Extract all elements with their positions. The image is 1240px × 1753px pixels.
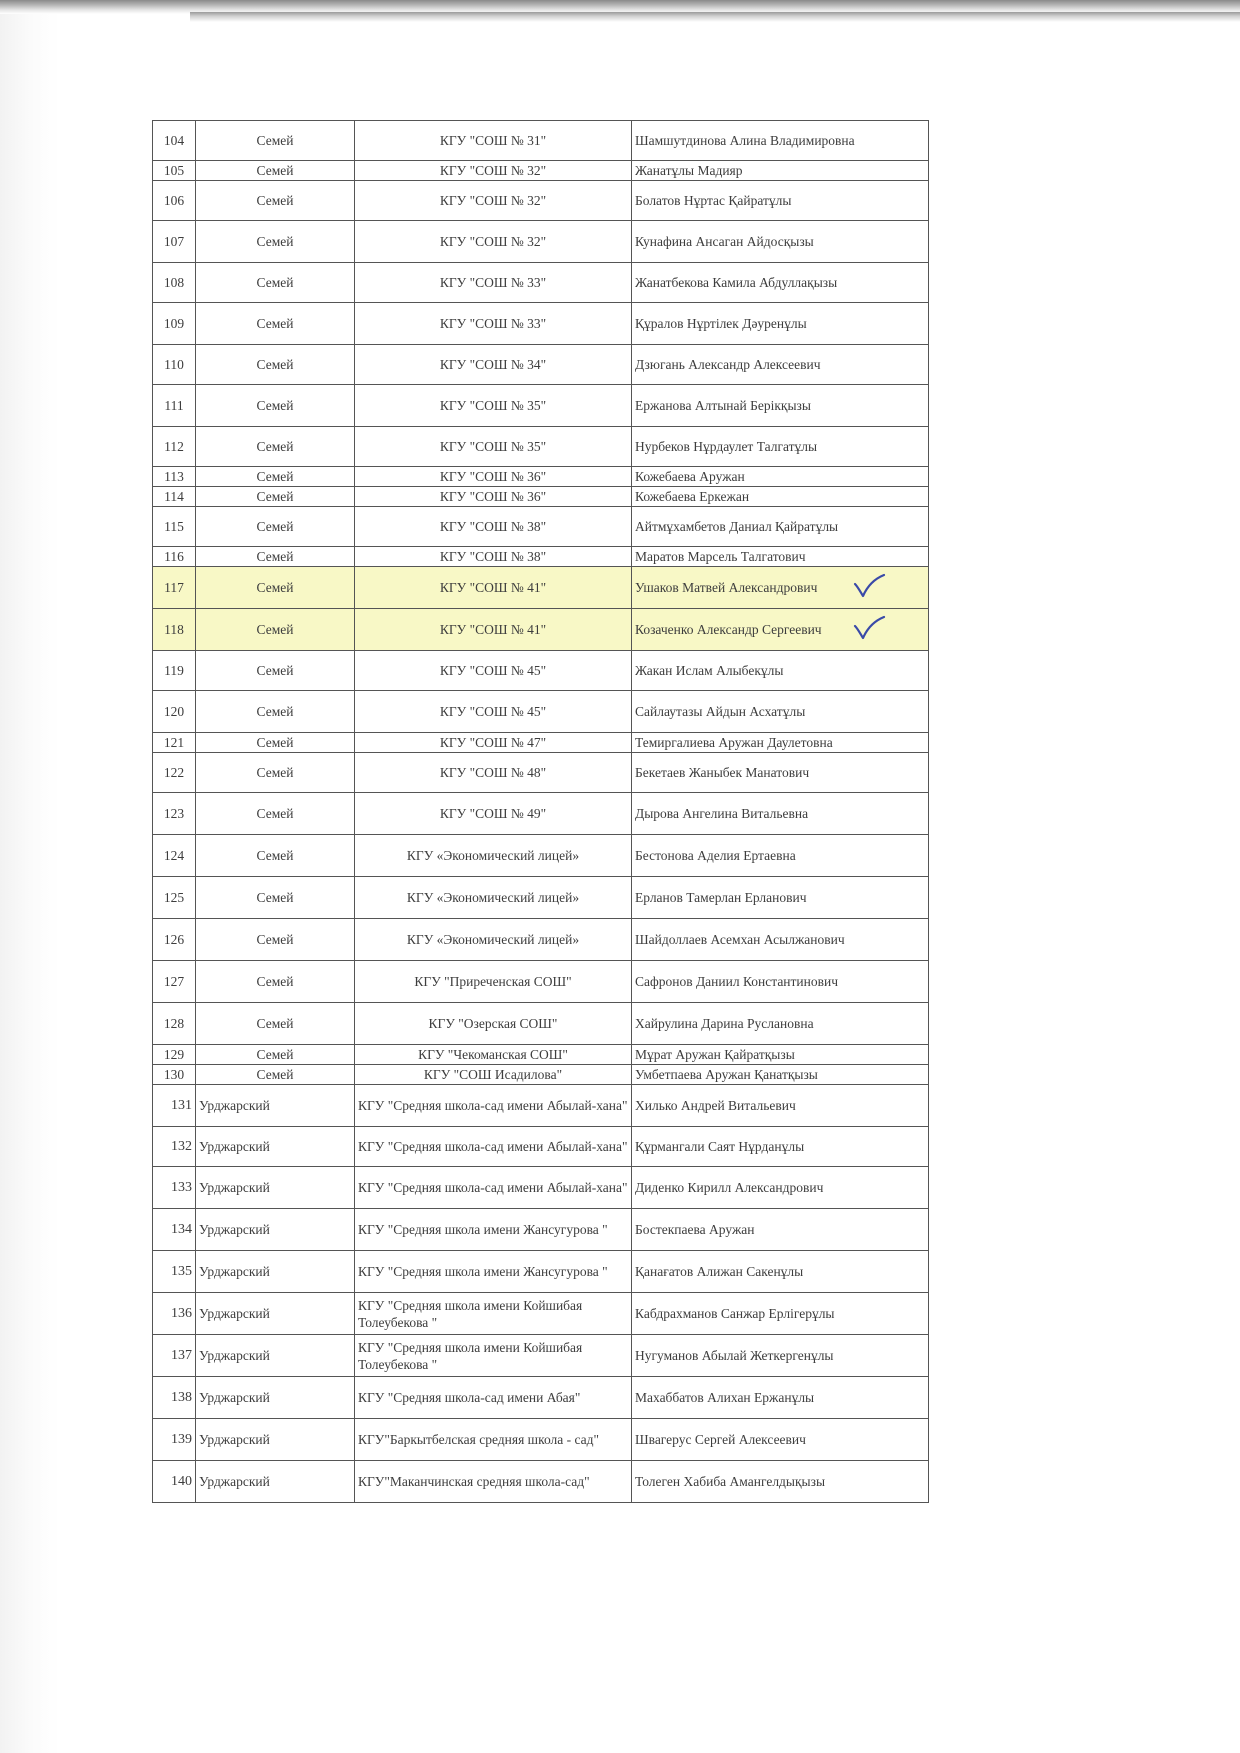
row-school: КГУ "Средняя школа-сад имени Абая" <box>355 1377 632 1419</box>
row-city: Семей <box>196 793 355 835</box>
row-school: КГУ "СОШ Исадилова" <box>355 1065 632 1085</box>
row-city: Урджарский <box>196 1209 355 1251</box>
row-school: КГУ "Средняя школа имени Койшибая Толеубекова " <box>355 1335 632 1377</box>
table-row <box>153 427 929 467</box>
row-city: Семей <box>196 961 355 1003</box>
row-number: 116 <box>153 547 196 567</box>
row-city: Семей <box>196 733 355 753</box>
row-school: КГУ "СОШ № 41" <box>355 567 632 609</box>
row-participant <box>632 1003 929 1045</box>
handwritten-checkmark-icon <box>852 571 886 599</box>
table-row <box>153 121 929 161</box>
row-city: Урджарский <box>196 1335 355 1377</box>
row-participant <box>632 221 929 263</box>
participant-name: Шайдоллаев Асемхан Асылжанович <box>635 932 845 947</box>
row-school: КГУ "Средняя школа имени Жансугурова " <box>355 1209 632 1251</box>
handwritten-checkmark-icon <box>852 613 886 641</box>
row-participant <box>632 1127 929 1167</box>
row-number: 112 <box>153 427 196 467</box>
row-number: 118 <box>153 609 196 651</box>
participant-name: Темиргалиева Аружан Даулетовна <box>635 735 833 750</box>
row-school: КГУ "Приреченская СОШ" <box>355 961 632 1003</box>
row-city: Семей <box>196 547 355 567</box>
row-city: Семей <box>196 1003 355 1045</box>
row-school: КГУ "Средняя школа имени Койшибая Толеубекова " <box>355 1293 632 1335</box>
row-number: 104 <box>153 121 196 161</box>
row-school: КГУ "СОШ № 47" <box>355 733 632 753</box>
row-school: КГУ "СОШ № 32" <box>355 181 632 221</box>
row-school: КГУ"Баркытбелская средняя школа - сад" <box>355 1419 632 1461</box>
row-participant <box>632 161 929 181</box>
row-number: 107 <box>153 221 196 263</box>
participant-name: Ушаков Матвей Александрович <box>635 580 818 595</box>
participant-name: Дзюгань Александр Алексеевич <box>635 357 821 372</box>
participant-name: Айтмұхамбетов Даниал Қайратұлы <box>635 519 839 534</box>
row-school: КГУ "СОШ № 38" <box>355 507 632 547</box>
row-participant <box>632 793 929 835</box>
table-row <box>153 1065 929 1085</box>
row-participant <box>632 1065 929 1085</box>
table-row <box>153 651 929 691</box>
row-number: 115 <box>153 507 196 547</box>
table-row <box>153 547 929 567</box>
row-number: 123 <box>153 793 196 835</box>
row-city: Урджарский <box>196 1377 355 1419</box>
row-school: КГУ "СОШ № 49" <box>355 793 632 835</box>
row-city: Урджарский <box>196 1419 355 1461</box>
participant-name: Хайрулина Дарина Руслановна <box>635 1016 814 1031</box>
row-participant <box>632 487 929 507</box>
row-city: Семей <box>196 609 355 651</box>
row-school: КГУ "СОШ № 35" <box>355 385 632 427</box>
row-number: 105 <box>153 161 196 181</box>
table-row <box>153 733 929 753</box>
table-row <box>153 877 929 919</box>
row-participant <box>632 1209 929 1251</box>
table-row <box>153 961 929 1003</box>
row-number: 129 <box>153 1045 196 1065</box>
row-participant <box>632 1293 929 1335</box>
row-participant <box>632 1335 929 1377</box>
table-row <box>153 487 929 507</box>
participant-name: Құралов Нұртілек Дәуренұлы <box>635 316 807 331</box>
scan-shadow-left <box>0 0 60 1753</box>
table-row <box>153 609 929 651</box>
row-city: Семей <box>196 263 355 303</box>
row-participant <box>632 507 929 547</box>
row-number: 127 <box>153 961 196 1003</box>
row-school: КГУ "СОШ № 45" <box>355 651 632 691</box>
row-city: Урджарский <box>196 1085 355 1127</box>
row-number: 113 <box>153 467 196 487</box>
table-row <box>153 691 929 733</box>
table-row <box>153 161 929 181</box>
row-city: Семей <box>196 221 355 263</box>
row-city: Семей <box>196 567 355 609</box>
row-number: 135 <box>153 1251 196 1293</box>
participant-name: Швагерус Сергей Алексеевич <box>635 1432 806 1447</box>
row-participant <box>632 567 929 609</box>
table-row <box>153 345 929 385</box>
participant-name: Жанатбекова Камила Абдуллақызы <box>635 275 838 290</box>
row-city: Урджарский <box>196 1293 355 1335</box>
row-number: 108 <box>153 263 196 303</box>
table-row <box>153 221 929 263</box>
participant-name: Кожебаева Аружан <box>635 469 745 484</box>
row-number: 106 <box>153 181 196 221</box>
row-school: КГУ "СОШ № 32" <box>355 221 632 263</box>
row-participant <box>632 1419 929 1461</box>
participant-name: Кабдрахманов Санжар Ерлігерұлы <box>635 1306 835 1321</box>
row-school: КГУ "СОШ № 35" <box>355 427 632 467</box>
row-participant <box>632 1167 929 1209</box>
row-city: Семей <box>196 691 355 733</box>
row-participant <box>632 691 929 733</box>
row-school: КГУ "Чекоманская СОШ" <box>355 1045 632 1065</box>
row-number: 132 <box>153 1127 196 1167</box>
row-number: 131 <box>153 1085 196 1127</box>
row-city: Семей <box>196 181 355 221</box>
row-participant <box>632 753 929 793</box>
table-row <box>153 181 929 221</box>
row-number: 121 <box>153 733 196 753</box>
row-city: Урджарский <box>196 1167 355 1209</box>
row-school: КГУ "СОШ № 36" <box>355 467 632 487</box>
row-participant <box>632 263 929 303</box>
row-school: КГУ "СОШ № 34" <box>355 345 632 385</box>
row-city: Семей <box>196 651 355 691</box>
row-number: 110 <box>153 345 196 385</box>
table-row <box>153 1293 929 1335</box>
row-school: КГУ "СОШ № 38" <box>355 547 632 567</box>
participant-name: Шамшутдинова Алина Владимировна <box>635 133 855 148</box>
table-row <box>153 793 929 835</box>
row-school: КГУ "Средняя школа имени Жансугурова " <box>355 1251 632 1293</box>
table-row <box>153 1335 929 1377</box>
table-row <box>153 1085 929 1127</box>
row-participant <box>632 1085 929 1127</box>
table-row <box>153 835 929 877</box>
table-row <box>153 1419 929 1461</box>
row-participant <box>632 919 929 961</box>
participant-name: Кунафина Ансаган Айдосқызы <box>635 234 814 249</box>
participant-name: Диденко Кирилл Александрович <box>635 1180 824 1195</box>
row-number: 125 <box>153 877 196 919</box>
table-row <box>153 1461 929 1503</box>
row-school: КГУ "СОШ № 36" <box>355 487 632 507</box>
table-row <box>153 1167 929 1209</box>
row-number: 126 <box>153 919 196 961</box>
participant-name: Маратов Марсель Талгатович <box>635 549 806 564</box>
row-number: 136 <box>153 1293 196 1335</box>
row-number: 138 <box>153 1377 196 1419</box>
row-participant <box>632 181 929 221</box>
row-participant <box>632 385 929 427</box>
row-number: 122 <box>153 753 196 793</box>
row-city: Семей <box>196 467 355 487</box>
row-city: Семей <box>196 345 355 385</box>
table-row <box>153 263 929 303</box>
row-school: КГУ "Озерская СОШ" <box>355 1003 632 1045</box>
participant-name: Қанағатов Алижан Сакенұлы <box>635 1264 804 1279</box>
row-participant <box>632 651 929 691</box>
row-participant <box>632 1251 929 1293</box>
table-row <box>153 1003 929 1045</box>
row-participant <box>632 1045 929 1065</box>
participant-name: Бекетаев Жаныбек Манатович <box>635 765 810 780</box>
participant-name: Нугуманов Абылай Жеткергенұлы <box>635 1348 834 1363</box>
scan-fold <box>190 12 1240 22</box>
participant-name: Кожебаева Еркежан <box>635 489 750 504</box>
row-city: Урджарский <box>196 1127 355 1167</box>
row-school: КГУ «Экономический лицей» <box>355 877 632 919</box>
row-city: Семей <box>196 427 355 467</box>
row-city: Семей <box>196 1045 355 1065</box>
row-city: Урджарский <box>196 1461 355 1503</box>
participant-name: Сафронов Даниил Константинович <box>635 974 839 989</box>
row-school: КГУ "СОШ № 32" <box>355 161 632 181</box>
row-number: 130 <box>153 1065 196 1085</box>
participant-name: Нурбеков Нұрдаулет Талгатұлы <box>635 439 818 454</box>
row-participant <box>632 427 929 467</box>
row-school: КГУ "СОШ № 48" <box>355 753 632 793</box>
participants-table-body <box>153 121 929 1503</box>
row-city: Урджарский <box>196 1251 355 1293</box>
row-participant <box>632 961 929 1003</box>
row-participant <box>632 1377 929 1419</box>
participant-name: Жанатұлы Мадияр <box>635 163 743 178</box>
row-number: 120 <box>153 691 196 733</box>
participant-name: Толеген Хабиба Амангелдықызы <box>635 1474 826 1489</box>
row-city: Семей <box>196 121 355 161</box>
row-city: Семей <box>196 507 355 547</box>
table-row <box>153 567 929 609</box>
table-row <box>153 1127 929 1167</box>
participant-name: Ерланов Тамерлан Ерланович <box>635 890 807 905</box>
row-number: 139 <box>153 1419 196 1461</box>
row-city: Семей <box>196 385 355 427</box>
table-row <box>153 467 929 487</box>
table-row <box>153 1251 929 1293</box>
row-number: 109 <box>153 303 196 345</box>
row-number: 119 <box>153 651 196 691</box>
row-participant <box>632 303 929 345</box>
row-participant <box>632 121 929 161</box>
participant-name: Болатов Нұртас Қайратұлы <box>635 193 792 208</box>
row-number: 140 <box>153 1461 196 1503</box>
row-school: КГУ «Экономический лицей» <box>355 919 632 961</box>
participant-name: Құрмангали Саят Нұрданұлы <box>635 1139 805 1154</box>
row-school: КГУ «Экономический лицей» <box>355 835 632 877</box>
row-participant <box>632 547 929 567</box>
row-participant <box>632 733 929 753</box>
row-city: Семей <box>196 1065 355 1085</box>
participant-name: Мұрат Аружан Қайратқызы <box>635 1047 795 1062</box>
table-row <box>153 1377 929 1419</box>
participant-name: Бестонова Аделия Ертаевна <box>635 848 796 863</box>
table-row <box>153 507 929 547</box>
participant-name: Бостекпаева Аружан <box>635 1222 755 1237</box>
row-participant <box>632 609 929 651</box>
participant-name: Хилько Андрей Витальевич <box>635 1098 796 1113</box>
row-school: КГУ "СОШ № 45" <box>355 691 632 733</box>
row-participant <box>632 835 929 877</box>
row-participant <box>632 877 929 919</box>
row-number: 124 <box>153 835 196 877</box>
table-row <box>153 1209 929 1251</box>
row-number: 111 <box>153 385 196 427</box>
row-school: КГУ"Маканчинская средняя школа-сад" <box>355 1461 632 1503</box>
row-city: Семей <box>196 161 355 181</box>
row-school: КГУ "СОШ № 33" <box>355 303 632 345</box>
row-city: Семей <box>196 877 355 919</box>
row-city: Семей <box>196 919 355 961</box>
row-school: КГУ "Средняя школа-сад имени Абылай-хана" <box>355 1167 632 1209</box>
row-school: КГУ "Средняя школа-сад имени Абылай-хана" <box>355 1085 632 1127</box>
participant-name: Козаченко Александр Сергеевич <box>635 622 822 637</box>
row-number: 133 <box>153 1167 196 1209</box>
row-participant <box>632 467 929 487</box>
row-number: 134 <box>153 1209 196 1251</box>
row-school: КГУ "СОШ № 33" <box>355 263 632 303</box>
row-participant <box>632 345 929 385</box>
participant-name: Жакан Ислам Алыбекұлы <box>635 663 784 678</box>
row-school: КГУ "СОШ № 41" <box>355 609 632 651</box>
participant-name: Махаббатов Алихан Ержанұлы <box>635 1390 815 1405</box>
participants-table <box>152 120 929 1503</box>
row-number: 137 <box>153 1335 196 1377</box>
participant-name: Умбетпаева Аружан Қанатқызы <box>635 1067 818 1082</box>
row-number: 114 <box>153 487 196 507</box>
participant-name: Ержанова Алтынай Берікқызы <box>635 398 811 413</box>
row-participant <box>632 1461 929 1503</box>
participant-name: Сайлаутазы Айдын Асхатұлы <box>635 704 806 719</box>
row-city: Семей <box>196 303 355 345</box>
table-row <box>153 753 929 793</box>
table-row <box>153 1045 929 1065</box>
table-row <box>153 919 929 961</box>
row-number: 117 <box>153 567 196 609</box>
table-row <box>153 385 929 427</box>
row-school: КГУ "СОШ № 31" <box>355 121 632 161</box>
row-city: Семей <box>196 753 355 793</box>
row-school: КГУ "Средняя школа-сад имени Абылай-хана" <box>355 1127 632 1167</box>
participant-name: Дырова Ангелина Витальевна <box>635 806 809 821</box>
row-city: Семей <box>196 487 355 507</box>
table-row <box>153 303 929 345</box>
row-number: 128 <box>153 1003 196 1045</box>
row-city: Семей <box>196 835 355 877</box>
